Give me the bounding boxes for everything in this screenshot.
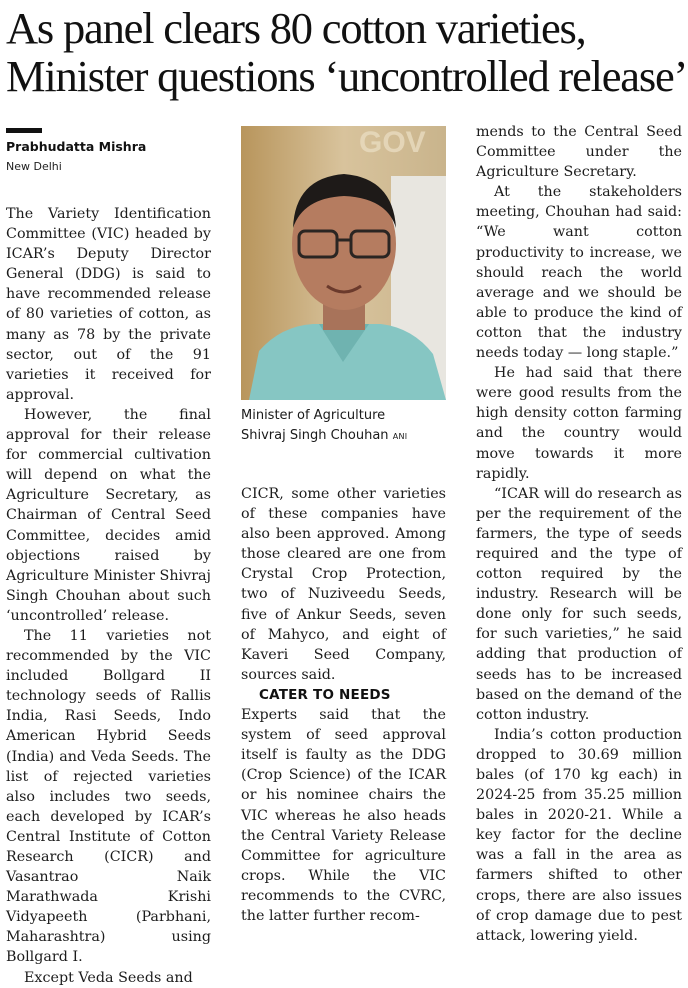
paragraph-3: The 11 varieties not recommended by the VIC included Bollgard II technology seeds of Rallis India, Rasi Seeds, Indo American Hybrid Seeds (India) and Veda Seeds. The list of rejected varieties also includes two seeds, each developed by ICAR’s Central Institute of Cotton Research (CICR) and Vasantrao Naik Marathwada Krishi Vidyapeeth (Parbhani, Maharashtra) using Bollgard I. <box>6 627 211 966</box>
paragraph-4-start: Except Veda Seeds and <box>24 969 193 986</box>
minister-photo <box>241 126 446 400</box>
headline-line-1: As panel clears 80 cotton varieties, <box>6 3 586 53</box>
headline-line-2: Minister questions ‘uncontrolled release’ <box>6 51 688 101</box>
byline: Prabhudatta Mishra <box>6 139 147 154</box>
portrait-illustration <box>241 126 446 400</box>
background-sign-text: GOV <box>359 126 426 159</box>
paragraph-9: India’s cotton production dropped to 30.69 million bales (of 170 kg each) in 2024-25 from 35.25 million bales in 2020-21. While a key factor for the decline was a fall in the area as farmers shifted to other crops, there are also issues of crop damage due to pest attack, lowering yield. <box>476 726 682 944</box>
paragraph-4-cont: CICR, some other varieties of these companies have also been approved. Among those cleared are one from Crystal Crop Protection, two of Nuziveedu Seeds, five of Ankur Seeds, seven of Mahyco, and eight of Kaveri Seed Company, sources said. <box>241 486 446 683</box>
photo-credit: ANI <box>392 432 408 441</box>
column-2 <box>241 484 446 926</box>
byline-rule <box>6 128 42 133</box>
dateline: New Delhi <box>6 160 62 173</box>
caption-line-1: Minister of Agriculture <box>241 408 386 423</box>
subhead: CATER TO NEEDS <box>259 686 391 703</box>
paragraph-1: The Variety Identification Committee (VIC) headed by ICAR’s Deputy Director General (DDG) is said to have recommended release of 80 varieties of cotton, as many as 78 by the private sector, out of the 91 varieties it received for approval. <box>6 206 211 403</box>
paragraph-8: “ICAR will do research as per the requirement of the farmers, the type of seeds required and the type of cotton required by the industry. Research will be done only for such seeds, for such varieties,” he said adding that production of seeds has to be increased based on the demand of the cotton industry. <box>476 485 682 723</box>
paragraph-5: Experts said that the system of seed approval itself is faulty as the DDG (Crop Science) of the ICAR or his nominee chairs the VIC whereas he also heads the Central Variety Release Committee for agriculture crops. While the VIC recommends to the CVRC, the latter further recom- <box>241 707 446 924</box>
caption-line-2: Shivraj Singh Chouhan <box>241 428 389 443</box>
paragraph-5-cont: mends to the Central Seed Committee under the Agriculture Secretary. <box>476 124 682 181</box>
paragraph-2: However, the final approval for their release for commercial cultivation will depend on what the Agriculture Secretary, as Chairman of Central Seed Committee, decides amid objections raised by Agriculture Minister Shivraj Singh Chouhan about such ‘uncontrolled’ release. <box>6 406 211 624</box>
paragraph-7: He had said that there were good results from the high density cotton farming and the country would move towards it more rapidly. <box>476 365 682 482</box>
paragraph-6: At the stakeholders meeting, Chouhan had said: “We want cotton productivity to increase, we should reach the world average and we should be able to produce the kind of cotton that the industry needs today — long staple.” <box>476 184 682 362</box>
column-3 <box>476 122 682 946</box>
photo-caption <box>241 406 446 447</box>
headline <box>6 4 686 100</box>
column-1 <box>6 204 211 988</box>
